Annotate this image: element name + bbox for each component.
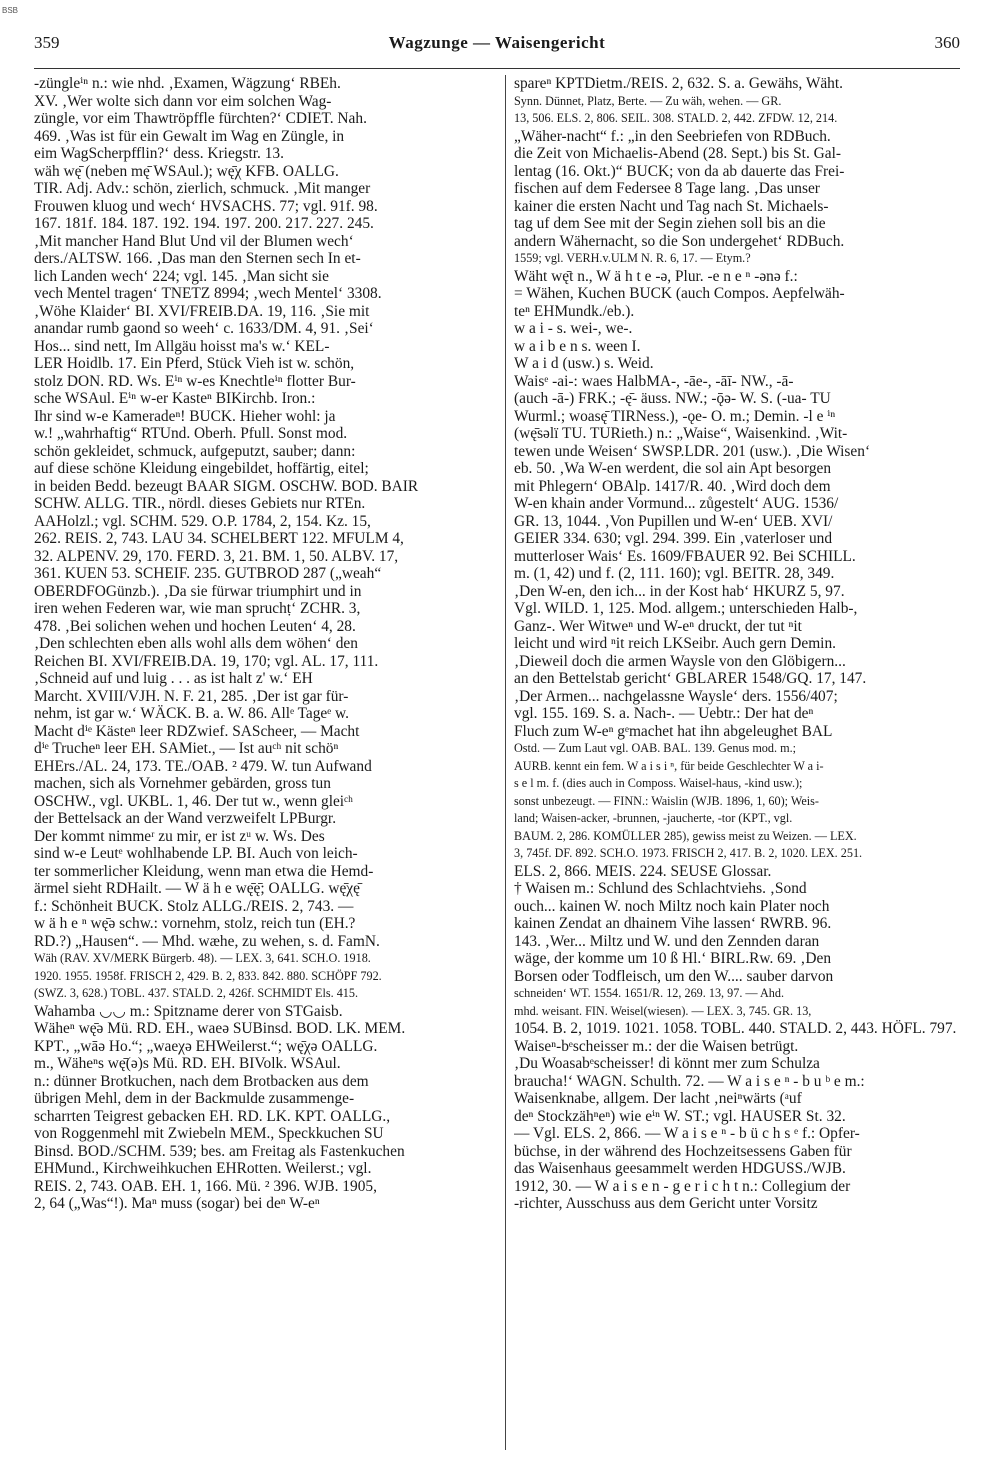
left-column-line: scharrten Teigrest gebacken EH. RD. LK. KPT. OALLG., bbox=[34, 1107, 391, 1125]
right-column-line: s e l m. f. (dies auch in Composs. Waisel-haus, -kind usw.); bbox=[514, 776, 803, 790]
right-column-line: mit Phlegern‘ OBAlp. 1417/R. 40. ‚Wird doch dem bbox=[514, 477, 831, 495]
left-column-line: sche WSAul. Eⁱⁿ w-er Kasteⁿ BIKirchb. Iron.: bbox=[34, 390, 316, 407]
left-column-line: OSCHW., vgl. UKBL. 1, 46. Der tut w., wenn gleiᶜʰ bbox=[34, 792, 353, 810]
left-column-line: nehm, ist gar w.‘ WÄCK. B. a. W. 86. Allᵉ Tageᵉ w. bbox=[34, 705, 350, 722]
left-column-line: RD.?) „Hausen“. — Mhd. wæhe, zu wehen, s. d. FamN. bbox=[34, 932, 380, 950]
left-column-line: Frouwen kluog und wech‘ HVSACHS. 77; vgl. 91f. 98. bbox=[34, 197, 378, 215]
right-column-line: kainer die ersten Nacht und Tag nach St. Michaels- bbox=[514, 197, 829, 215]
right-column-line: tewen unde Weisen‘ SWSP.LDR. 201 (usw.). ‚Die Wisen‘ bbox=[514, 442, 871, 460]
left-column-line: stolz DON. RD. Ws. Eⁱⁿ w-es Knechtleⁱⁿ flotter Bur- bbox=[34, 372, 356, 390]
right-column-line: W a i d (usw.) s. Weid. bbox=[514, 355, 654, 372]
left-column-line: 361. KUEN 53. SCHEIF. 235. GUTBROD 287 („weah“ bbox=[34, 565, 382, 582]
right-column-line: „Wäher-nacht“ f.: „in den Seebriefen von RDBuch. bbox=[514, 127, 831, 145]
right-column-line: spareⁿ KPTDietm./REIS. 2, 632. S. a. Gewähs, Wäht. bbox=[514, 75, 844, 92]
right-column-line: an den Bettelstab gericht‘ GBLARER 1548/GQ. 17, 147. bbox=[514, 670, 867, 687]
left-column-line: 469. ‚Was ist für ein Gewalt im Wag en Zünglе, in bbox=[34, 127, 345, 145]
right-column-line: GEIER 334. 630; vgl. 294. 399. Ein ‚vaterloser und bbox=[514, 530, 833, 547]
right-column-line: Ostd. — Zum Laut vgl. OAB. BAL. 139. Genus mod. m.; bbox=[514, 741, 796, 755]
left-column-line: dⁱᵉ Trucheⁿ leer EH. SAMiet., — Ist auᶜʰ nit schöⁿ bbox=[34, 740, 339, 757]
left-column bbox=[34, 75, 502, 1213]
right-column-line: Waisenknabe, allgem. Der lacht ‚neiⁿwärts (ᵃuf bbox=[514, 1090, 802, 1107]
left-column-line: AAHolzl.; vgl. SCHM. 529. O.P. 1784, 2, 154. Kz. 15, bbox=[34, 512, 371, 530]
left-column-line: EHMund., Kirchweihkuchen EHRotten. Weilerst.; vgl. bbox=[34, 1160, 372, 1177]
page-header bbox=[34, 33, 960, 57]
right-column-line: Borsen oder Todfleisch, um den W.... sauber darvon bbox=[514, 967, 834, 985]
left-column-line: Wäheⁿ wę̄ə Mü. RD. EH., waeə SUBinsd. BOD. LK. MEM. bbox=[34, 1020, 406, 1037]
left-column-line: wäh wę̄ (neben mę̄ WSAul.); wę̄χ KFB. OALLG. bbox=[34, 162, 339, 180]
right-column-line: das Waisenhaus geesammelt werden HDGUSS./WJB. bbox=[514, 1160, 846, 1177]
left-column-line: in beiden Bedd. bezeugt BAAR SIGM. OSCHW. BOD. BAIR bbox=[34, 477, 419, 495]
right-column-line: Fluch zum W-eⁿ gᵉmachet hat ihn abgeleughet BAL bbox=[514, 722, 833, 740]
right-column-line: leicht und wird ⁿit reich LKSeibr. Auch gern Demin. bbox=[514, 635, 836, 652]
left-column-line: Ihr sind w-e Kameradeⁿ! BUCK. Hieher wohl: ja bbox=[34, 407, 336, 425]
right-column-line: sonst unbezeugt. — FINN.: Waislin (WJB. 1896, 1, 60); Weis- bbox=[514, 793, 819, 808]
right-column-line: GR. 13, 1044. ‚Von Pupillen und W-en‘ UEB. XVI/ bbox=[514, 512, 833, 530]
right-column-line: lentag (16. Okt.)“ BUCK; von da ab dauerte das Frei- bbox=[514, 162, 845, 180]
left-column-line: ärmel sieht RDHailt. — W ä h e wę̄ę̄; OALLG. wę̄χę̄ bbox=[34, 880, 360, 897]
right-column-line: ‚Der Armen... nachgelassne Waysle‘ ders. 1556/407; bbox=[514, 687, 838, 705]
left-column-line: Macht dⁱᵉ Kästeⁿ leer RDZwief. SAScheer, — Macht bbox=[34, 722, 360, 740]
left-column-line: REIS. 2, 743. OAB. EH. 1, 166. Mü. ² 396. WJB. 1905, bbox=[34, 1177, 377, 1195]
left-column-line: züngle, vor eim Thawtröpffle fürchten?‘ CDIET. Nah. bbox=[34, 110, 367, 127]
right-column-line: deⁿ Stockzähⁿeⁿ) wie eⁱⁿ W. ST.; vgl. HAUSER St. 32. bbox=[514, 1107, 846, 1125]
left-column-line: Wahamba ◡◡ m.: Spitzname derer von STGaisb. bbox=[34, 1002, 343, 1020]
right-column-line: schneiden‘ WT. 1554. 1651/R. 12, 269. 13, 97. — Ahd. bbox=[514, 986, 785, 1000]
right-column-line: 13, 506. ELS. 2, 806. SEIL. 308. STALD. 2, 442. ZFDW. 12, 214. bbox=[514, 111, 838, 125]
right-column-line: land; Waisen-acker, -brunnen, -jaucherte, -tor (KPT., vgl. bbox=[514, 811, 793, 825]
right-column-line: Waiseⁿ-bᵉscheisser m.: der die Waisen betrügt. bbox=[514, 1037, 799, 1055]
right-column-line: (auch -ā-) FRK.; -ę̄- äuss. NW.; -ǭə- W. S. (-ua- TU bbox=[514, 390, 831, 407]
left-column-line: XV. ‚Wer wolte sich dann vor eim solchen Wag- bbox=[34, 92, 332, 110]
right-column-line: ‚Du Woasabᵉscheisser! di könnt mer zum Schulza bbox=[514, 1055, 820, 1072]
left-column-line: ter sommerlicher Kleidung, wenn man etwa die Hemd- bbox=[34, 862, 374, 880]
left-column-line: Binsd. BOD./SCHM. 539; bes. am Freitag als Fastenkuchen bbox=[34, 1142, 405, 1160]
left-column-line: (SWZ. 3, 628.) TOBL. 437. STALD. 2, 426f. SCHMIDT Els. 415. bbox=[34, 986, 359, 1000]
left-column-line: ‚Mit mancher Hand Blut Und vil der Blumen wech‘ bbox=[34, 232, 354, 250]
left-column-line: ‚Schneid auf und luig . . . as ist halt z' w.‘ EH bbox=[34, 670, 313, 687]
left-column-line: n.: dünner Brotkuchen, nach dem Brotbacken aus dem bbox=[34, 1072, 369, 1090]
right-column-line: ouch... kainen W. noch Miltz noch kain Plater noch bbox=[514, 897, 830, 915]
right-column-line: ELS. 2, 866. MEIS. 224. SEUSE Glossar. bbox=[514, 862, 772, 880]
right-column-line: mutterloser Wais‘ Es. 1609/FBAUER 92. Bei SCHILL. bbox=[514, 547, 856, 565]
right-column-line: 1054. B. 2, 1019. 1021. 1058. TOBL. 440. STALD. 2, 443. HÖFL. 797. bbox=[514, 1020, 957, 1037]
right-column-line: w a i - s. wei-, we-. bbox=[514, 320, 633, 337]
right-column-line: 143. ‚Wer... Miltz und W. und den Zennden daran bbox=[514, 932, 820, 950]
left-column-line: -züngleⁱⁿ n.: wie nhd. ‚Examen, Wägzung‘ RBEh. bbox=[34, 75, 341, 92]
right-column-line: kainen Zendat an dhainem Vihe lassen‘ RWRB. 96. bbox=[514, 915, 832, 932]
right-column-line: tag uf dem See mit der Segin ziehen soll bis an die bbox=[514, 215, 826, 232]
right-column-line: 3, 745f. DF. 892. SCH.O. 1973. FRISCH 2, 417. B. 2, 1020. LEX. 251. bbox=[514, 846, 863, 860]
left-column-line: f.: Schönheit BUCK. Stolz ALLG./REIS. 2, 743. — bbox=[34, 897, 354, 915]
left-column-line: ‚Den schlechten eben alls wohl alls dem wöhen‘ den bbox=[34, 635, 358, 652]
left-column-line: 167. 181f. 184. 187. 192. 194. 197. 200. 217. 227. 245. bbox=[34, 215, 374, 232]
right-column-line: w a i b e n s. ween I. bbox=[514, 337, 641, 355]
column-divider bbox=[505, 75, 506, 1450]
left-column-line: w ä h e ⁿ wę̄ə schw.: vornehm, stolz, reich tun (EH.? bbox=[34, 915, 356, 932]
right-column-line: -richter, Ausschuss aus dem Gericht unter Vorsitz bbox=[514, 1195, 818, 1212]
right-column-line: AURB. kennt ein fem. W a i s i ⁿ, für beide Geschlechter W a i- bbox=[514, 758, 824, 773]
page-number-right: 360 bbox=[934, 33, 960, 52]
left-column-line: EHErs./AL. 24, 173. TE./OAB. ² 479. W. tun Aufwand bbox=[34, 757, 372, 775]
right-column-line: Wäht wę̄t n., W ä h t e -ə, Plur. -e n e ⁿ -ənə f.: bbox=[514, 267, 798, 285]
right-column-line: m. (1, 42) und f. (2, 111. 160); vgl. BEITR. 28, 349. bbox=[514, 565, 835, 582]
right-column-line: 1912, 30. — W a i s e n - g e r i c h t n.: Collegium der bbox=[514, 1177, 851, 1195]
left-column-line: 2, 64 („Was“!). Maⁿ muss (sogar) bei deⁿ W-eⁿ bbox=[34, 1195, 320, 1212]
left-column-line: LER Hoidlb. 17. Ein Pferd, Stück Vieh ist w. schön, bbox=[34, 355, 355, 372]
right-column-line: fischen auf dem Federsee 8 Tage lang. ‚Das unser bbox=[514, 180, 820, 197]
right-column-line: die Zeit von Michaelis-Abend (28. Sept.) bis St. Gal- bbox=[514, 145, 841, 162]
left-column-line: ‚Wöhe Klaider‘ BI. XVI/FREIB.DA. 19, 116. ‚Sie mit bbox=[34, 302, 370, 320]
left-column-line: Wäh (RAV. XV/MERK Bürgerb. 48). — LEX. 3, 641. SCH.O. 1918. bbox=[34, 951, 371, 965]
left-column-line: übrigen Mehl, dem in der Backmulde zusammenge- bbox=[34, 1090, 355, 1107]
header-divider bbox=[34, 68, 960, 69]
left-column-line: 1920. 1955. 1958f. FRISCH 2, 429. B. 2, 833. 842. 880. SCHÖPF 792. bbox=[34, 968, 382, 983]
left-column-line: 32. ALPENV. 29, 170. FERD. 3, 21. BM. 1, 50. ALBV. 17, bbox=[34, 547, 399, 565]
page-number-left: 359 bbox=[34, 33, 60, 52]
right-column-line: (wę̄sәlï TU. TURieth.) n.: „Waise“, Waisenkind. ‚Wit- bbox=[514, 425, 848, 442]
left-column-line: eim WagScherpfflin?‘ dess. Kriegstr. 13. bbox=[34, 145, 284, 162]
left-column-line: Marcht. XVIII/VJH. N. F. 21, 285. ‚Der ist gar für- bbox=[34, 687, 349, 705]
left-column-line: Reichen BI. XVI/FREIB.DA. 19, 170; vgl. AL. 17, 111. bbox=[34, 652, 379, 670]
right-column bbox=[514, 75, 982, 1213]
right-column-line: Waisᵉ -ai-: waes HalbMA-, -āe-, -āī- NW., -ā- bbox=[514, 372, 794, 390]
left-column-line: ders./ALTSW. 166. ‚Das man den Sternen sech In et- bbox=[34, 250, 361, 267]
right-column-line: mhd. weisant. FIN. Weisel(wiesen). — LEX. 3, 745. GR. 13, bbox=[514, 1003, 812, 1018]
right-column-line: Synn. Dünnet, Platz, Berte. — Zu wäh, wehen. — GR. bbox=[514, 93, 782, 108]
right-column-line: wäge, der komme um 10 ß Hl.‘ BIRL.Rw. 69. ‚Den bbox=[514, 950, 832, 967]
right-column-line: büchse, in der während des Hochzeitsessens Gaben für bbox=[514, 1142, 852, 1160]
left-column-line: anandar rumb gaond so weeh‘ c. 1633/DM. 4, 91. ‚Sei‘ bbox=[34, 320, 374, 337]
left-column-line: auf diese schöne Kleidung eingebildet, hoffärtig, eitel; bbox=[34, 460, 369, 477]
left-column-line: der Bettelsack an der Wand verzweifelt LPBurgr. bbox=[34, 810, 337, 827]
left-column-line: 478. ‚Bei solichen wehen und hochen Leuten‘ 4, 28. bbox=[34, 617, 356, 635]
left-column-line: lich Landen wech‘ 224; vgl. 145. ‚Man sicht sie bbox=[34, 267, 329, 285]
right-column-line: 1559; vgl. VERH.v.ULM N. R. 6, 17. — Etym.? bbox=[514, 251, 751, 265]
left-column-line: schön gekleidet, schmuck, aufgeputzt, sauber; dann: bbox=[34, 442, 356, 460]
left-column-line: KPT., „wāə Ho.“; „waeχə EHWeilerst.“; wę̄χə OALLG. bbox=[34, 1037, 378, 1055]
right-column-line: eb. 50. ‚Wa W-en werdent, die sol ain Apt besorgen bbox=[514, 460, 832, 477]
right-column-line: andern Wähernacht, so die Son undergehet‘ RDBuch. bbox=[514, 232, 845, 250]
right-column-line: BAUM. 2, 286. KOMÜLLER 285), gewiss meist zu Weizen. — LEX. bbox=[514, 828, 857, 843]
right-column-line: — Vgl. ELS. 2, 866. — W a i s e ⁿ - b ü c h s ᵉ f.: Opfer- bbox=[514, 1125, 860, 1142]
right-column-line: vgl. 155. 169. S. a. Nach-. — Uebtr.: Der hat deⁿ bbox=[514, 705, 814, 722]
left-column-line: iren wehen Federen war, wie man spruchṭ‘ ZCHR. 3, bbox=[34, 600, 361, 617]
right-column-line: Vgl. WILD. 1, 125. Mod. allgem.; unterschieden Halb-, bbox=[514, 600, 858, 617]
left-column-line: vech Mentel tragen‘ TNETZ 8994; ‚wech Mentel‘ 3308. bbox=[34, 285, 382, 302]
right-column-line: † Waisen m.: Schlund des Schlachtviehs. ‚Sond bbox=[514, 880, 807, 897]
right-column-line: Ganz-. Wer Witweⁿ und W-eⁿ druckt, der tut ⁿit bbox=[514, 617, 802, 635]
left-column-line: Hos... sind nett, Im Allgäu hoisst ma's w.‘ KEL- bbox=[34, 337, 330, 355]
left-column-line: m., Wäheⁿs wę̄(ə)s Mü. RD. EH. BIVolk. WSAul. bbox=[34, 1055, 341, 1072]
left-column-line: machen, sich als Vornehmer gebärden, gross tun bbox=[34, 775, 331, 792]
left-column-line: von Roggenmehl mit Zwiebeln MEM., Speckkuchen SU bbox=[34, 1125, 384, 1142]
left-column-line: Der kommt nimmeʳ zu mir, er ist zᵘ w. Ws. Des bbox=[34, 827, 325, 845]
left-column-line: 262. REIS. 2, 743. LAU 34. SCHELBERT 122. MFULM 4, bbox=[34, 530, 404, 547]
left-column-line: SCHW. ALLG. TIR., nördl. dieses Gebiets nur RTEn. bbox=[34, 495, 366, 512]
running-head: Wagzunge — Waisengericht bbox=[388, 33, 606, 52]
left-column-line: sind w-e Leutᵉ wohlhabende LP. BI. Auch von leich- bbox=[34, 845, 358, 862]
right-column-line: ‚Den W-en, den ich... in der Kost hab‘ HKURZ 5, 97. bbox=[514, 582, 845, 600]
right-column-line: teⁿ EHMundk./eb.). bbox=[514, 302, 635, 320]
right-column-line: braucha!‘ WAGN. Schulth. 72. — W a i s e ⁿ - b u ᵇ e m.: bbox=[514, 1072, 865, 1090]
right-column-line: Wurml.; woasę̄ TIRNess.), -ǫe- O. m.; Demin. -l e ⁱⁿ bbox=[514, 407, 836, 425]
left-column-line: OBERDFOGünzb.). ‚Da sie fürwar triumphirt und in bbox=[34, 582, 362, 600]
library-mark: BSB bbox=[2, 6, 19, 15]
right-column-line: ‚Dieweil doch die armen Waysle von den Glöbigern... bbox=[514, 652, 846, 670]
left-column-line: w.! „wahrhaftig“ RTUnd. Oberh. Pfull. Sonst mod. bbox=[34, 425, 348, 442]
right-column-line: = Wähen, Kuchen BUCK (auch Compos. Aepfelwäh- bbox=[514, 285, 845, 302]
right-column-line: W-en khain ander Vormund... zůgestelt‘ AUG. 1536/ bbox=[514, 495, 839, 512]
left-column-line: TIR. Adj. Adv.: schön, zierlich, schmuck. ‚Mit manger bbox=[34, 180, 371, 197]
